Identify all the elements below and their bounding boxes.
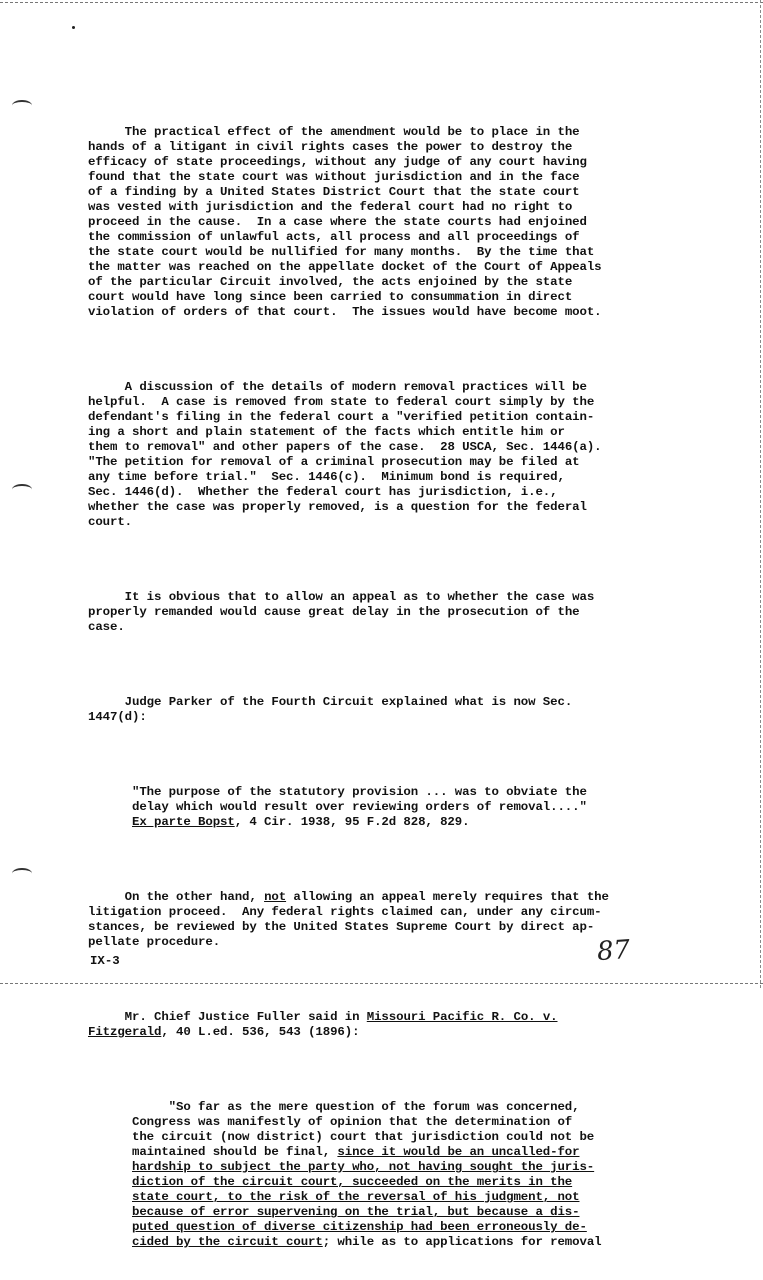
paragraph-fuller-intro <box>88 1010 728 1040</box>
emphasized-word: not <box>264 890 287 904</box>
document-body <box>88 95 728 1280</box>
citation-line <box>132 815 728 830</box>
text-line: ing a short and plain statement of the facts which entitle him or <box>88 425 565 439</box>
scan-speck <box>72 26 75 29</box>
underlined-passage: diction of the circuit court, succeeded on the merits in the <box>132 1175 573 1189</box>
text-line: them to removal" and other papers of the case. 28 USCA, Sec. 1446(a). <box>88 440 602 454</box>
text-fragment: On the other hand, <box>88 890 265 904</box>
case-name: Missouri Pacific R. Co. v. <box>366 1010 558 1024</box>
text-line: The practical effect of the amendment would be to place in the <box>88 125 580 139</box>
underlined-passage: cided by the circuit court <box>132 1235 323 1249</box>
text-line: the circuit (now district) court that jurisdiction could not be <box>132 1130 595 1144</box>
text-line: the matter was reached on the appellate docket of the Court of Appeals <box>88 260 602 274</box>
citation-text: , 40 L.ed. 536, 543 (1896): <box>161 1025 360 1039</box>
paragraph-removal-practices <box>88 380 728 530</box>
scan-right-border <box>760 0 761 988</box>
case-name: Ex parte Bopst <box>132 815 235 829</box>
text-line <box>132 1235 728 1250</box>
text-line: was vested with jurisdiction and the federal court had no right to <box>88 200 573 214</box>
text-line: helpful. A case is removed from state to federal court simply by the <box>88 395 595 409</box>
section-page-label: IX-3 <box>90 954 120 968</box>
binder-hole-mark <box>12 868 32 879</box>
text-line: "So far as the mere question of the forum was concerned, <box>132 1100 580 1114</box>
text-line: case. <box>88 620 125 634</box>
underlined-passage: state court, to the risk of the reversal of his judgment, not <box>132 1190 580 1204</box>
text-line: of the particular Circuit involved, the acts enjoined by the state <box>88 275 573 289</box>
text-line: stances, be reviewed by the United States Supreme Court by direct ap- <box>88 920 595 934</box>
text-line: violation of orders of that court. The issues would have become moot. <box>88 305 602 319</box>
text-line: of a finding by a United States District Court that the state court <box>88 185 580 199</box>
text-line: proceed in the cause. In a case where the state courts had enjoined <box>88 215 587 229</box>
text-line: the state court would be nullified for many months. By the time that <box>88 245 595 259</box>
case-name: Fitzgerald <box>88 1025 162 1039</box>
text-line: Judge Parker of the Fourth Circuit explained what is now Sec. <box>88 695 573 709</box>
underlined-passage: hardship to subject the party who, not having sought the juris- <box>132 1160 595 1174</box>
paragraph-judge-parker <box>88 695 728 725</box>
text-line: properly remanded would cause great delay in the prosecution of the <box>88 605 580 619</box>
scan-top-border <box>0 2 763 3</box>
text-line: found that the state court was without jurisdiction and in the face <box>88 170 580 184</box>
text-line: court would have long since been carried to consummation in direct <box>88 290 573 304</box>
text-line: whether the case was properly removed, is a question for the federal <box>88 500 587 514</box>
text-line: the commission of unlawful acts, all process and all proceedings of <box>88 230 580 244</box>
text-line: defendant's filing in the federal court a "verified petition contain- <box>88 410 595 424</box>
text-line: pellate procedure. <box>88 935 221 949</box>
text-line <box>88 890 728 905</box>
text-line <box>132 1145 728 1160</box>
text-line <box>88 1025 728 1040</box>
citation-text: , 4 Cir. 1938, 95 F.2d 828, 829. <box>234 815 470 829</box>
text-line: delay which would result over reviewing orders of removal...." <box>132 800 587 814</box>
binder-hole-mark <box>12 484 32 495</box>
handwritten-page-number: 87 <box>595 934 632 968</box>
underlined-passage: because of error supervening on the trial, but because a dis- <box>132 1205 580 1219</box>
text-line: litigation proceed. Any federal rights claimed can, under any circum- <box>88 905 602 919</box>
text-line: any time before trial." Sec. 1446(c). Minimum bond is required, <box>88 470 565 484</box>
text-line: court. <box>88 515 133 529</box>
text-fragment: allowing an appeal merely requires that the <box>286 890 609 904</box>
underlined-passage: puted question of diverse citizenship had been erroneously de- <box>132 1220 587 1234</box>
paragraph-no-appeal <box>88 890 728 950</box>
underlined-passage: since it would be an uncalled-for <box>337 1145 580 1159</box>
text-line: 1447(d): <box>88 710 147 724</box>
text-fragment: ; while as to applications for removal <box>322 1235 602 1249</box>
text-line: hands of a litigant in civil rights cases the power to destroy the <box>88 140 573 154</box>
text-line: It is obvious that to allow an appeal as to whether the case was <box>88 590 595 604</box>
binder-hole-mark <box>12 100 32 111</box>
paragraph-appeal-delay <box>88 590 728 635</box>
text-fragment: maintained should be final, <box>132 1145 338 1159</box>
paragraph-amendment-effect <box>88 125 728 320</box>
text-line: Congress was manifestly of opinion that the determination of <box>132 1115 573 1129</box>
text-line: A discussion of the details of modern removal practices will be <box>88 380 587 394</box>
text-fragment: Mr. Chief Justice Fuller said in <box>88 1010 367 1024</box>
parker-block-quote <box>132 785 728 830</box>
text-line: efficacy of state proceedings, without any judge of any court having <box>88 155 587 169</box>
fuller-block-quote <box>132 1100 728 1250</box>
text-line: "The purpose of the statutory provision ... was to obviate the <box>132 785 587 799</box>
text-line: "The petition for removal of a criminal prosecution may be filed at <box>88 455 580 469</box>
text-line: Sec. 1446(d). Whether the federal court has jurisdiction, i.e., <box>88 485 558 499</box>
text-line <box>88 1010 728 1025</box>
